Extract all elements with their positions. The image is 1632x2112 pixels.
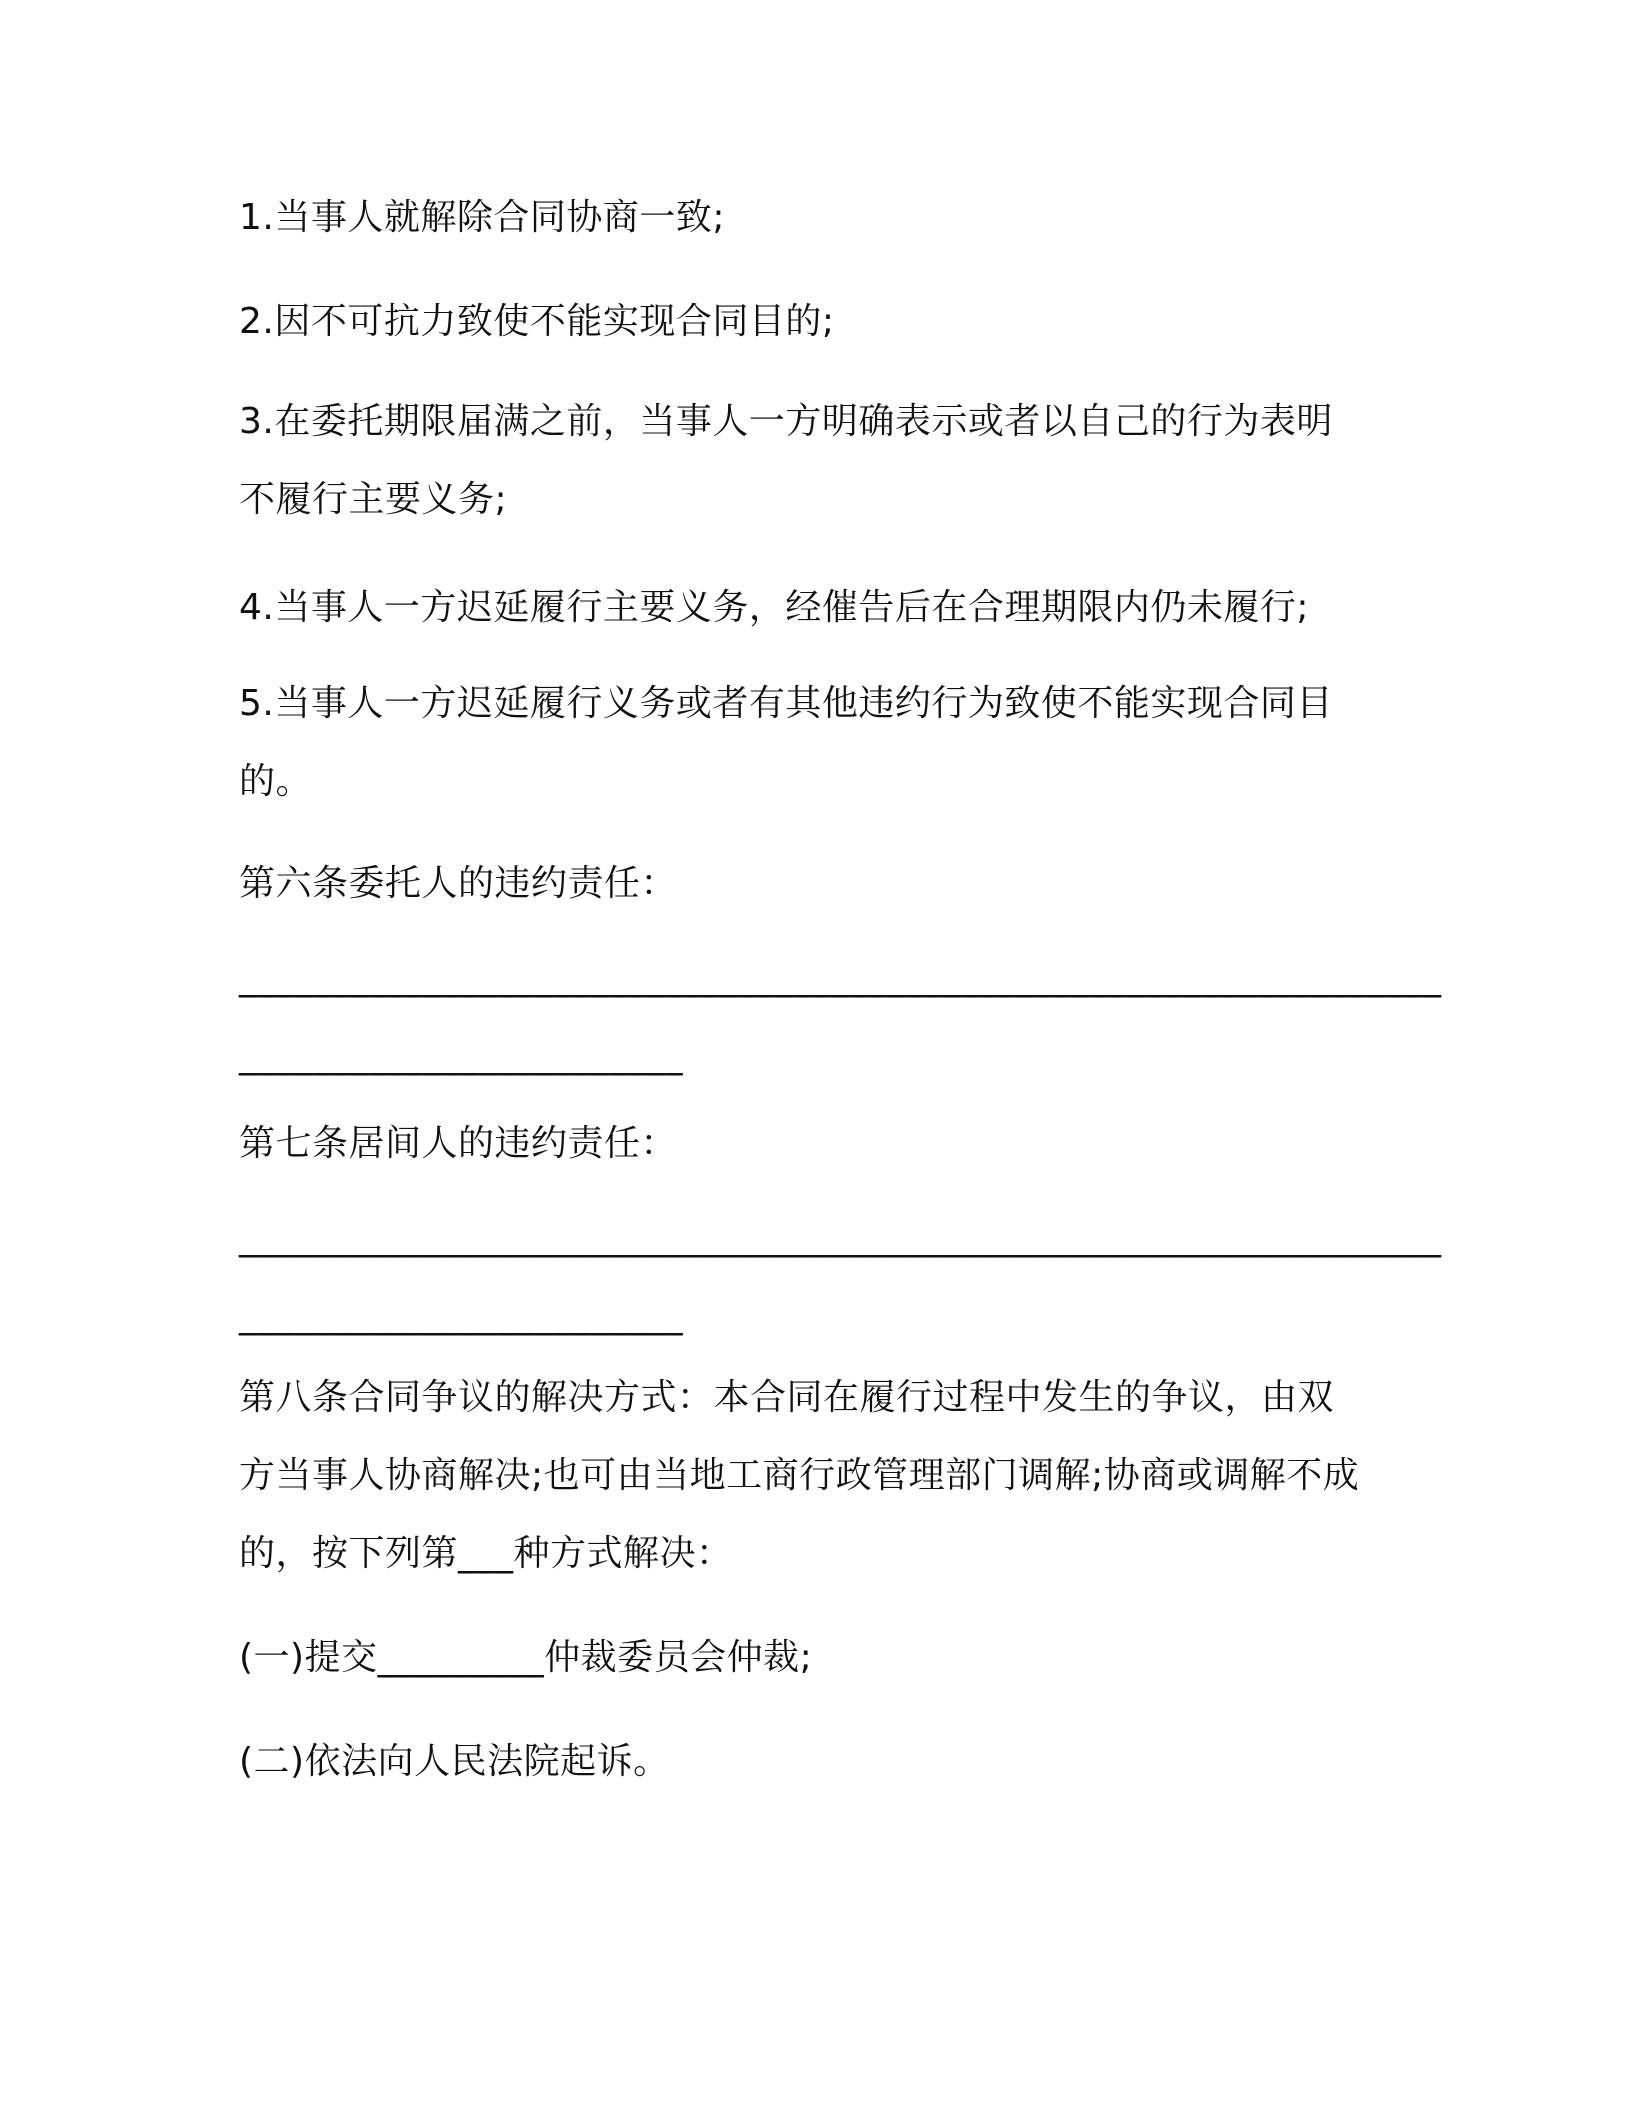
dispute-option-1: (一)提交_________仲裁委员会仲裁; [239, 1637, 813, 1678]
clause-item-2: 2.因不可抗力致使不能实现合同目的; [239, 301, 835, 342]
article-6-blank-line-2: ________________________ [239, 1035, 683, 1076]
clause-item-3-line-1: 3.在委托期限届满之前，当事人一方明确表示或者以自己的行为表明 [239, 401, 1333, 442]
article-8-line-2: 方当事人协商解决;也可由当地工商行政管理部门调解;协商或调解不成 [239, 1455, 1360, 1496]
clause-item-5-line-1: 5.当事人一方迟延履行义务或者有其他违约行为致使不能实现合同目 [239, 683, 1333, 724]
clause-item-3-line-2: 不履行主要义务; [239, 479, 508, 520]
clause-item-4: 4.当事人一方迟延履行主要义务，经催告后在合理期限内仍未履行; [239, 587, 1309, 628]
article-7-blank-line-1: _________________________________________________________________ [239, 1217, 1442, 1258]
article-6-heading: 第六条委托人的违约责任： [239, 863, 678, 904]
clause-item-1: 1.当事人就解除合同协商一致; [239, 197, 725, 238]
article-8-line-3: 的，按下列第___种方式解决： [239, 1533, 733, 1574]
article-7-heading: 第七条居间人的违约责任： [239, 1123, 678, 1164]
article-6-blank-line-1: _________________________________________________________________ [239, 957, 1442, 998]
article-8-line-1: 第八条合同争议的解决方式：本合同在履行过程中发生的争议，由双 [239, 1377, 1335, 1418]
article-7-blank-line-2: ________________________ [239, 1295, 683, 1336]
dispute-option-2: (二)依法向人民法院起诉。 [239, 1741, 670, 1782]
clause-item-5-line-2: 的。 [239, 761, 313, 802]
